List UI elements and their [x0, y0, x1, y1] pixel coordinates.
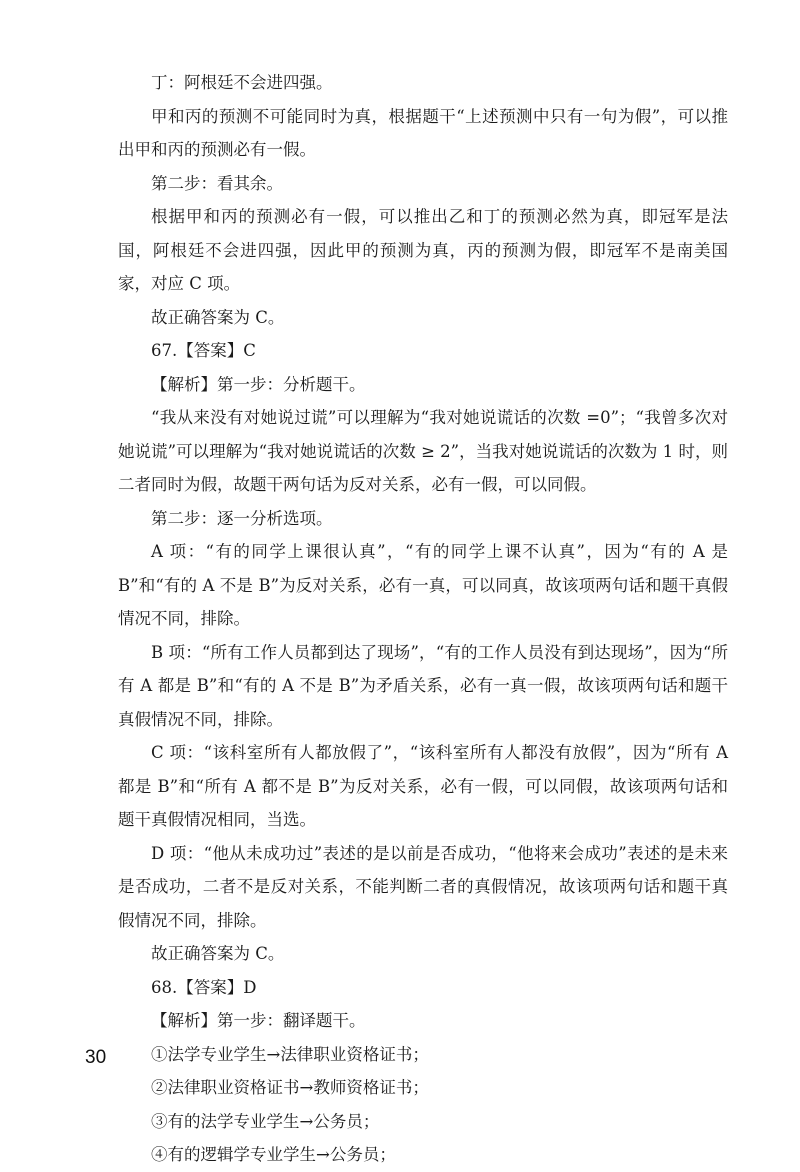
answer-conclusion: 故正确答案为 C。 [151, 944, 285, 963]
page-body [118, 66, 728, 1172]
translation-item: ④有的逻辑学专业学生→公务员； [151, 1145, 396, 1164]
translation-item: ③有的法学专业学生→公务员； [151, 1111, 380, 1131]
paragraph: 丁：阿根廷不会进四强。 [151, 73, 333, 92]
translation-item: ②法律职业资格证书→教师资格证书； [151, 1078, 429, 1097]
paragraph: 根据甲和丙的预测必有一假，可以推出乙和丁的预测必然为真，即冠军是法国，阿根廷不会进四强，因此甲的预测为真，丙的预测为假，即冠军不是南美国家，对应 C 项。 [118, 207, 728, 293]
option-analysis: B 项：“所有工作人员都到达了现场”，“有的工作人员没有到达现场”，因为“所有 A 都是 B”和“有的 A 不是 B”为矛盾关系，必有一真一假，故该项两句话和题干真假情况不同，排除。 [118, 642, 728, 729]
option-analysis: A 项：“有的同学上课很认真”，“有的同学上课不认真”，因为“有的 A 是 B”和“有的 A 不是 B”为反对关系，必有一真，可以同真，故该项两句话和题干真假情况不同，排除。 [118, 542, 728, 628]
answer-heading: 67.【答案】C [151, 341, 256, 360]
analysis-heading: 【解析】第一步：翻译题干。 [151, 1011, 366, 1030]
step-heading: 第二步：看其余。 [151, 173, 283, 193]
option-analysis: D 项：“他从未成功过”表述的是以前是否成功，“他将来会成功”表述的是未来是否成功，二者不是反对关系，不能判断二者的真假情况，故该项两句话和题干真假情况不同，排除。 [118, 843, 728, 930]
answer-conclusion: 故正确答案为 C。 [151, 307, 285, 327]
step-heading: 第二步：逐一分析选项。 [151, 508, 333, 528]
translation-item: ①法学专业学生→法律职业资格证书； [151, 1044, 429, 1064]
analysis-heading: 【解析】第一步：分析题干。 [151, 374, 366, 394]
answer-heading: 68.【答案】D [151, 977, 257, 997]
page-number: 30 [85, 1047, 107, 1068]
paragraph: “我从来没有对她说过谎”可以理解为“我对她说谎话的次数 =0”；“我曾多次对她说谎”可以理解为“我对她说谎话的次数 ≥ 2”，当我对她说谎话的次数为 1 时，则二者同时为假，故题干两句话为反对关系，必有一假，可以同假。 [118, 408, 728, 494]
option-analysis: C 项：“该科室所有人都放假了”，“该科室所有人都没有放假”，因为“所有 A 都是 B”和“所有 A 都不是 B”为反对关系，必有一假，可以同假，故该项两句话和题干真假情况相同，当选。 [118, 743, 728, 829]
paragraph: 甲和丙的预测不可能同时为真，根据题干“上述预测中只有一句为假”，可以推出甲和丙的预测必有一假。 [118, 106, 728, 159]
